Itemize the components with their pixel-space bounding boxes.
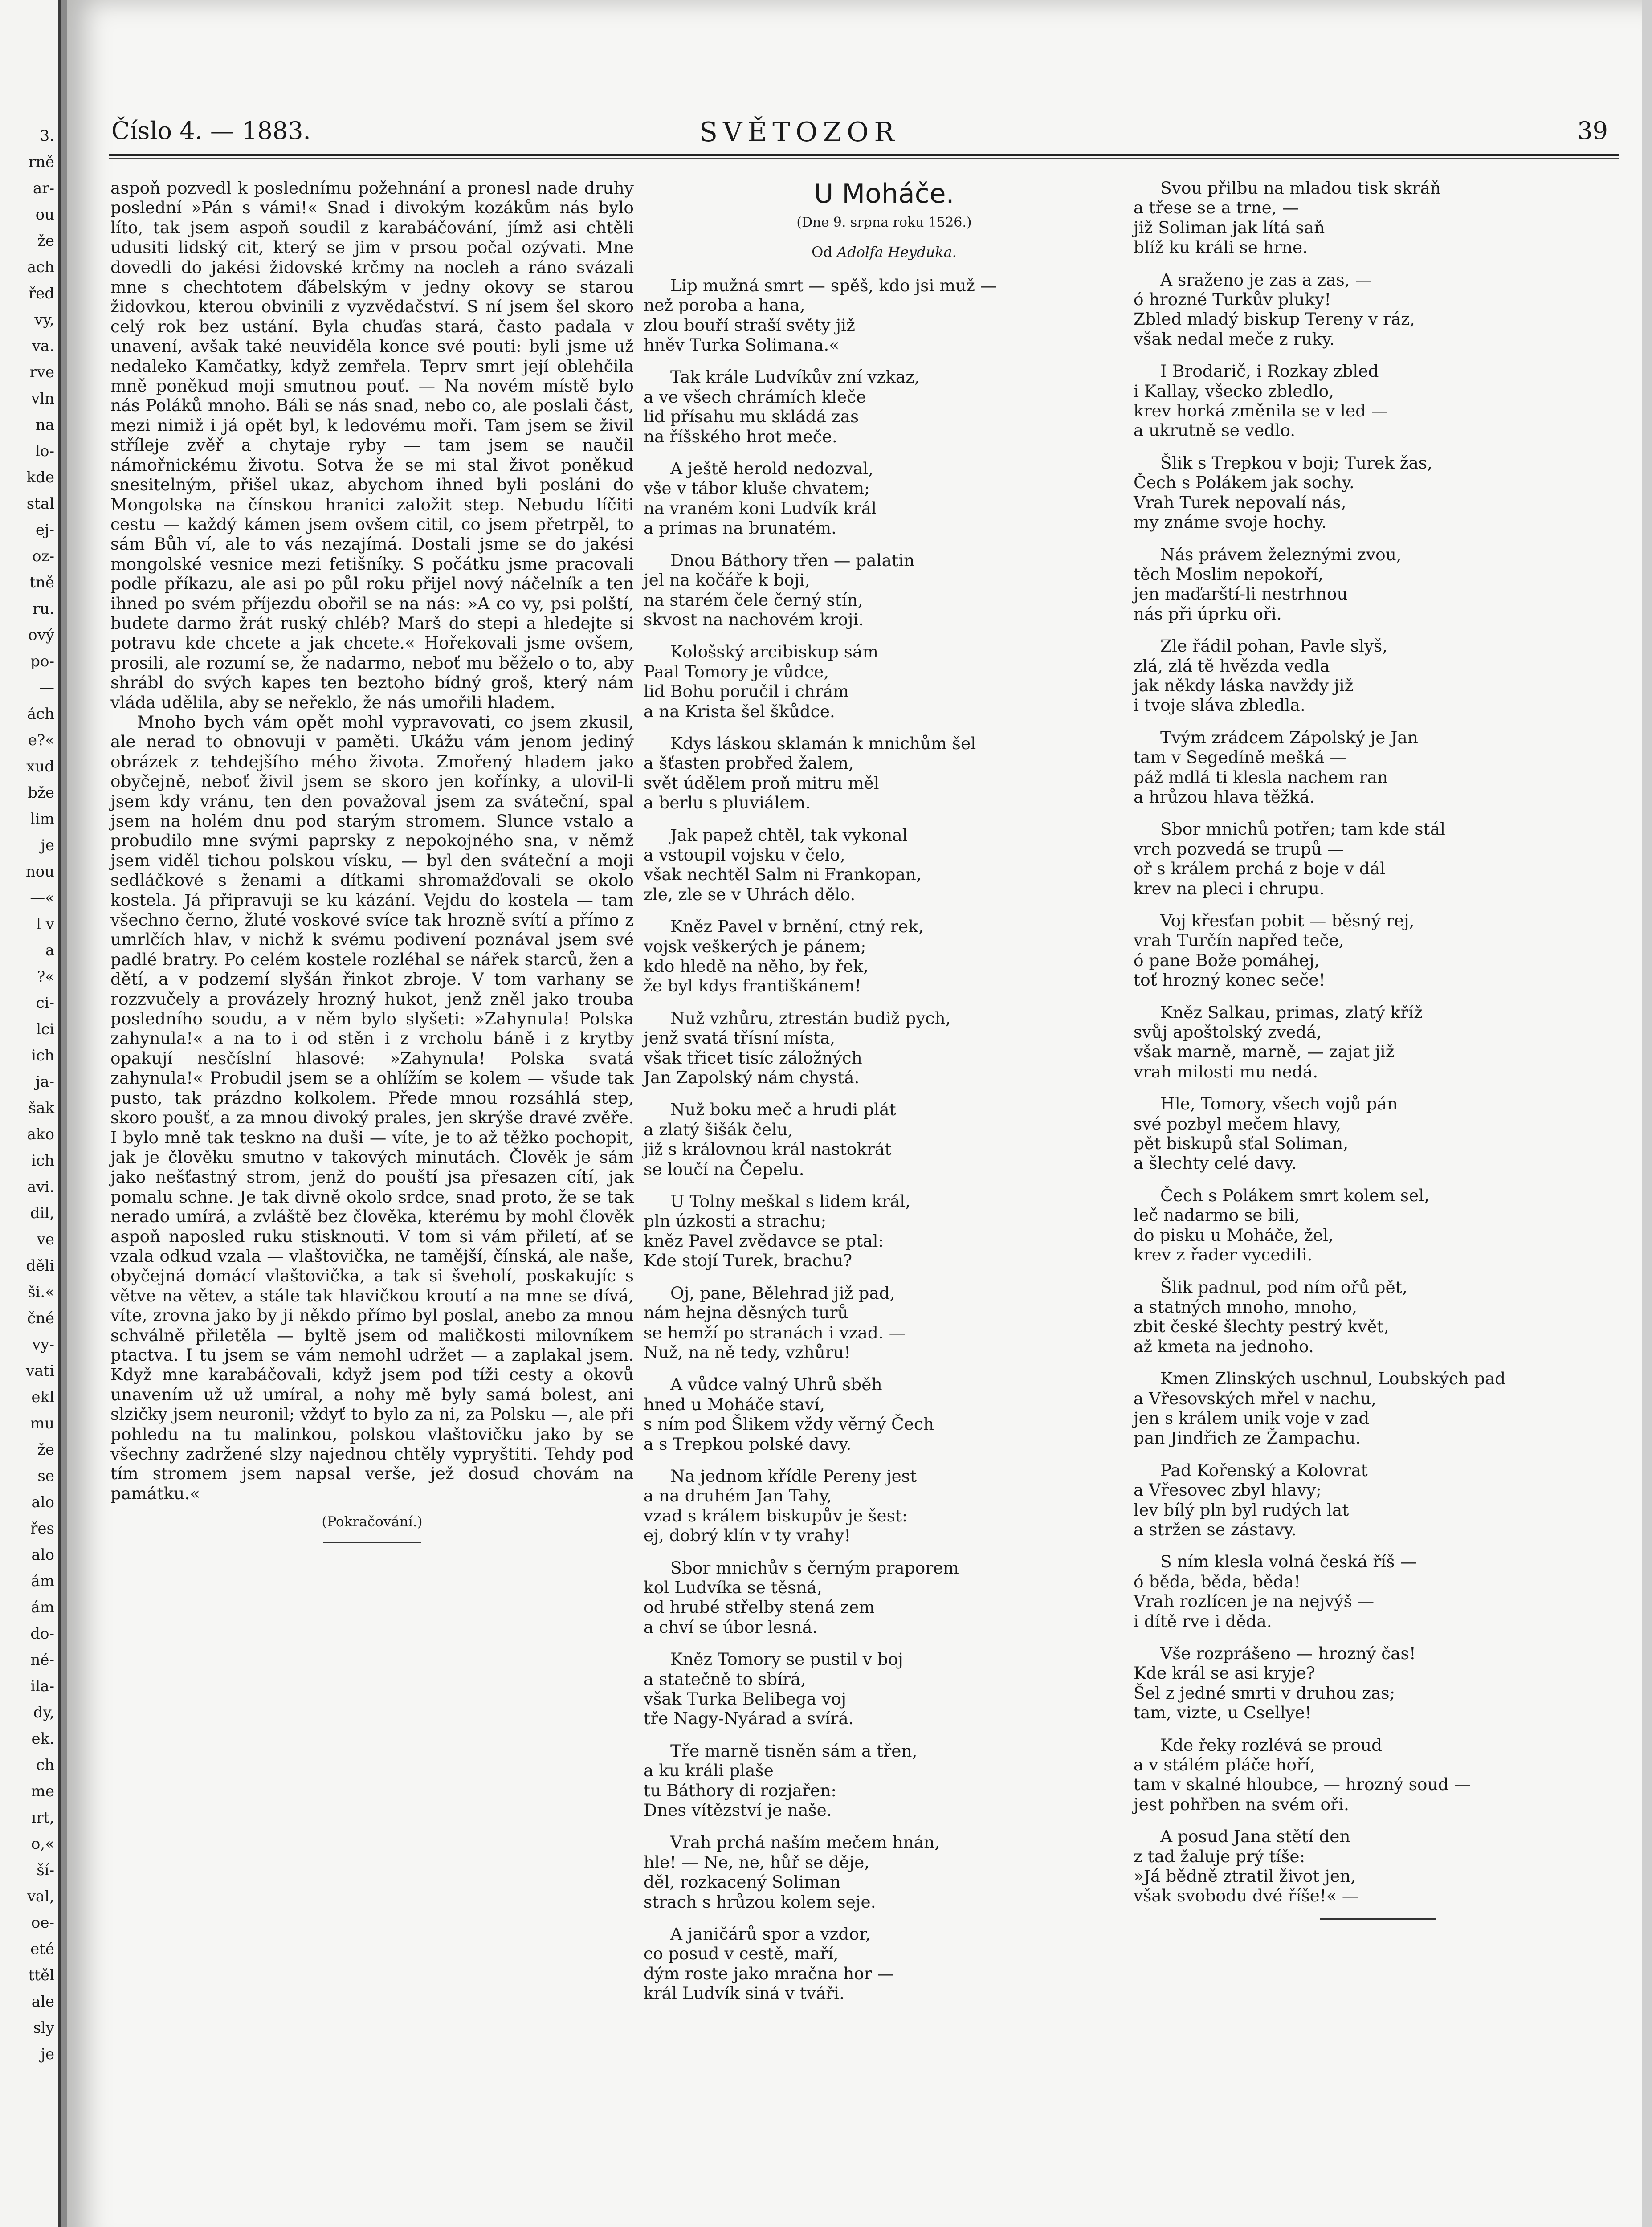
poem-line: zlá, zlá tě hvězda vedla: [1134, 656, 1330, 676]
poem-line: pan Jindřich ze Žampachu.: [1134, 1428, 1361, 1448]
poem-line: a šťasten probřed žalem,: [644, 753, 854, 773]
poem-stanzas: [644, 276, 1125, 2003]
poem-stanza: [644, 551, 1125, 630]
poem-line: a na Krista šel škůdce.: [644, 701, 835, 721]
prev-page-fragment: lo-: [35, 442, 54, 460]
prev-page-fragment: bže: [28, 784, 54, 802]
poem-line: Nuž vzhůru, ztrestán budiž pych,: [670, 1008, 951, 1028]
poem-stanza: [1134, 545, 1621, 624]
poem-line: s ním pod Šlikem vždy věrný Čech: [644, 1414, 934, 1434]
poem-line: A janičárů spor a vzdor,: [670, 1924, 871, 1944]
poem-line: pln úzkosti a strachu;: [644, 1211, 827, 1231]
poem-line: vrah milosti mu nedá.: [1134, 1061, 1318, 1081]
poem-stanza: [1134, 1644, 1621, 1723]
page-header: [111, 117, 1617, 157]
poem-stanza: [644, 1191, 1125, 1271]
poem-line: Dnes vítězství je naše.: [644, 1800, 832, 1820]
poem-line: leč nadarmo se bili,: [1134, 1205, 1300, 1225]
poem-stanza: [1134, 1277, 1621, 1357]
prev-page-fragment: je: [41, 836, 54, 854]
poem-line: ó pane Bože pomáhej,: [1134, 950, 1320, 970]
poem-line: kol Ludvíka se těsná,: [644, 1577, 822, 1597]
poem-stanza: [644, 917, 1125, 996]
poem-line: blíž ku králi se hrne.: [1134, 237, 1308, 257]
poem-line: od hrubé střelby stená zem: [644, 1597, 875, 1617]
poem-line: skvost na nachovém kroji.: [644, 609, 864, 629]
poem-line: U Tolny meškal s lidem král,: [670, 1191, 911, 1211]
continued-note: (Pokračování.): [322, 1514, 423, 1530]
prev-page-fragment: sly: [33, 2019, 54, 2037]
poem-line: jak někdy láska navždy již: [1134, 675, 1354, 695]
prev-page-fragment: na: [35, 416, 54, 434]
poem-line: Kněz Salkau, primas, zlatý kříž: [1160, 1002, 1423, 1022]
poem-line: Svou přilbu na mladou tisk skráň: [1160, 178, 1441, 198]
prev-page-fragment: ırt,: [31, 1809, 54, 1827]
poem-line: hned u Moháče staví,: [644, 1394, 825, 1414]
poem-line: se loučí na Čepelu.: [644, 1159, 804, 1179]
prev-page-fragment: dy,: [33, 1704, 54, 1721]
poem-line: tře Nagy-Nyárad a svírá.: [644, 1709, 854, 1729]
poem-stanza: [1134, 911, 1621, 990]
prev-page-fragment: se: [37, 1467, 54, 1485]
poem-line: až kmeta na jednoho.: [1134, 1336, 1314, 1356]
poem-line: krev horká změnila se v led —: [1134, 401, 1388, 421]
poem-line: však třicet tisíc záložných: [644, 1048, 862, 1068]
poem-line: i tvoje sláva zbledla.: [1134, 695, 1305, 715]
prev-page-fragment: vati: [25, 1362, 54, 1380]
poem-date: (Dne 9. srpna roku 1526.): [796, 215, 972, 230]
prev-page-fragment: ve: [37, 1231, 54, 1248]
poem-line: ó běda, běda, běda!: [1134, 1571, 1301, 1591]
prev-page-fragment: nou: [25, 863, 54, 881]
prev-page-fragment: děli: [26, 1257, 54, 1275]
prev-page-fragment: ám: [31, 1572, 54, 1590]
poem-stanza: [1134, 361, 1621, 441]
prose-column: [110, 178, 634, 1543]
poem-line: jen maďarští-li nestrhnou: [1134, 584, 1348, 604]
poem-title: U Moháče.: [814, 178, 954, 209]
header-rule: [109, 154, 1619, 159]
prev-page-fragment: ach: [27, 258, 54, 276]
poem-line: Vrah Turek nepovalí nás,: [1134, 492, 1346, 512]
poem-stanza: [1134, 1186, 1621, 1265]
prev-page-fragment: ši.«: [28, 1283, 54, 1301]
poem-stanza: [1134, 1003, 1621, 1082]
poem-stanza: [644, 367, 1125, 446]
prev-page-fragment: dil,: [30, 1204, 54, 1222]
poem-line: Kde řeky rozlévá se proud: [1160, 1735, 1383, 1755]
prev-page-fragment: ci-: [36, 994, 54, 1012]
poem-stanza: [1134, 1552, 1621, 1631]
poem-line: Vrah prchá naším mečem hnán,: [670, 1832, 940, 1852]
poem-stanza: [644, 276, 1125, 355]
poem-line: Na jednom křídle Pereny jest: [670, 1466, 917, 1486]
poem-line: do pisku u Moháče, žel,: [1134, 1225, 1334, 1245]
poem-line: Nás právem železnými zvou,: [1160, 544, 1402, 564]
poem-line: již Soliman jak lítá saň: [1134, 217, 1325, 237]
poem-line: toť hrozný konec seče!: [1134, 970, 1326, 990]
poem-line: hle! — Ne, ne, hůř se děje,: [644, 1852, 870, 1872]
prev-page-fragment: oz-: [32, 547, 54, 565]
poem-stanza: [1134, 1369, 1621, 1448]
poem-line: Tvým zrádcem Zápolský je Jan: [1160, 727, 1418, 747]
poem-line: tam v skalné hloubce, — hrozný soud —: [1134, 1774, 1471, 1795]
prev-page-fragment: ila-: [30, 1677, 54, 1695]
poem-line: na vraném koni Ludvík král: [644, 498, 877, 518]
poem-line: Nuž, na ně tedy, vzhůru!: [644, 1342, 851, 1362]
poem-line: Jak papež chtěl, tak vykonal: [670, 825, 908, 845]
poem-line: dým roste jako mračna hor —: [644, 1963, 894, 1983]
poem-line: již s královnou král nastokrát: [644, 1139, 892, 1159]
poem-line: a stržen se zástavy.: [1134, 1519, 1297, 1539]
poem-line: Lip mužná smrt — spěš, kdo jsi muž —: [670, 275, 997, 295]
prev-page-fragment: alo: [31, 1493, 54, 1511]
prev-page-fragment: ám: [31, 1599, 54, 1616]
poem-line: a ve všech chrámích kleče: [644, 387, 866, 407]
poem-line: a hrůzou hlava těžká.: [1134, 787, 1315, 807]
poem-line: Šlik s Trepkou v boji; Turek žas,: [1160, 453, 1433, 473]
prev-page-fragment: oe-: [31, 1914, 54, 1932]
poem-line: svět údělem proň mitru měl: [644, 773, 879, 793]
poem-line: Nuž boku meč a hrudi plát: [670, 1100, 896, 1120]
poem-line: hněv Turka Solimana.«: [644, 335, 840, 355]
prev-page-fragment: ttěl: [28, 1966, 54, 1984]
prev-page-fragment: stal: [26, 495, 54, 513]
poem-line: nám hejna děsných turů: [644, 1303, 848, 1323]
prev-page-fragment: ej-: [35, 521, 54, 539]
poem-column-2: [1134, 178, 1621, 1920]
poem-line: Jan Zapolský nám chystá.: [644, 1068, 860, 1088]
poem-line: páž mdlá ti klesla nachem ran: [1134, 767, 1388, 787]
poem-line: však svobodu dvé říše!« —: [1134, 1886, 1359, 1906]
prev-page-fragment: je: [41, 2045, 54, 2063]
author-prefix: Od: [812, 244, 832, 261]
poem-line: lid Bohu poručil i chrám: [644, 681, 849, 702]
prev-page-fragment: avi.: [27, 1178, 54, 1196]
prev-page-fragment: ale: [31, 1993, 54, 2011]
poem-line: však nechtěl Salm ni Frankopan,: [644, 865, 922, 885]
poem-stanza: [644, 734, 1125, 813]
previous-page-edge: [0, 0, 61, 2227]
poem-line: krev z řader vycedili.: [1134, 1245, 1313, 1265]
prev-page-fragment: že: [37, 232, 54, 250]
poem-line: Kněz Tomory se pustil v boj: [670, 1649, 903, 1669]
poem-line: kdo hledě na něho, by řek,: [644, 956, 869, 976]
poem-line: a ku králi plaše: [644, 1761, 774, 1781]
prev-page-fragment: ší-: [37, 1861, 54, 1879]
poem-stanza: [1134, 1735, 1621, 1815]
prev-page-fragment: řed: [28, 285, 54, 302]
prev-page-fragment: e?«: [28, 731, 54, 749]
prev-page-fragment: ?«: [37, 968, 54, 986]
poem-line: vrch pozvedá se trupů —: [1134, 839, 1344, 859]
poem-stanza: [1134, 453, 1621, 532]
poem-line: a Vřesovských mřel v nachu,: [1134, 1388, 1377, 1408]
poem-line: však nedal meče z ruky.: [1134, 329, 1335, 349]
poem-line: Dnou Báthory třen — palatin: [670, 550, 915, 570]
poem-stanza: [644, 459, 1125, 538]
poem-line: Tak krále Ludvíkův zní vzkaz,: [670, 367, 920, 387]
poem-line: Zbled mladý biskup Tereny v ráz,: [1134, 309, 1415, 329]
poem-line: Zle řádil pohan, Pavle slyš,: [1160, 636, 1388, 656]
prose-paragraph: aspoň pozvedl k poslednímu požehnání a pronesl nade druhy poslední »Pán s vámi!« Snad i divokým kozákům nás bylo líto, tak jsem aspoň soudil z karabáčování, jímž asi chtěli udusiti lidský cit, který se jim v prsou počal ozývati. Mne dovedli do jakési židovské krčmy na nocleh a ráno svázali mne s chechtotem ďábelským v jedny okovy se starou židovkou, kterou obvinili z vyzvědačství. S ní jsem šel skoro celý rok bez ustání. Byla chuďas stará, často padala v unavení, avšak také neuviděla konce své pouti: byli jsme už nedaleko Kamčatky, když zemřela. Teprv smrt její oblehčila mně poněkud moji smutnou pouť. — Na novém místě bylo nás Poláků mnoho. Báli se nás snad, nebo co, ale poslali část, mezi nimiž i já opět byl, k ledovému moři. Tam jsem se živil stříleje zvěř a chytaje ryby — tam jsem se naučil námořnickému životu. Sotva že se mi stal život poněkud snesitelným, přišel ukaz, abychom ihned byli posláni do Mongolska na čínskou hranici založit step. Nebudu líčiti cestu — každý kámen jsem ovšem citil, co jsem přetrpěl, to sám Bůh ví, ale to vás nezajímá. Dostali jsme se do jakési mongolské vesnice mezi fetišníky. S počátku jsme pracovali podle příkazu, ale asi po půl roku přijel nový náčelník a ten ihned po svém příjezdu obořil se na nás: »A co vy, psi polští, budete darmo žrát ruský chléb? Marš do stepi a hledejte si potravu kde chcete a jak chcete.« Hořekovali jsme ovšem, prosili, ale rozumí se, že nadarmo, neboť mu běželo o to, aby shrábl do svých kapes ten beztoho bídný groš, který nám vláda udělila, aby se neřeklo, že nás umořili hladem.: [110, 178, 634, 712]
poem-stanza: [1134, 1460, 1621, 1540]
poem-line: oř s králem prchá z boje v dál: [1134, 859, 1386, 879]
poem-stanza: [644, 1008, 1125, 1088]
poem-line: a zlatý šišák čelu,: [644, 1119, 793, 1139]
poem-stanza: [644, 1924, 1125, 2003]
poem-line: Čech s Polákem jak sochy.: [1134, 473, 1354, 493]
poem-line: král Ludvík siná v tváři.: [644, 1983, 845, 2003]
poem-stanza: [1134, 1094, 1621, 1173]
poem-line: a statečně to sbírá,: [644, 1669, 806, 1689]
poem-line: na starém čele černý stín,: [644, 590, 863, 610]
poem-line: a vstoupil vojsku v čelo,: [644, 844, 845, 865]
poem-line: Kdys láskou sklamán k mnichům šel: [670, 733, 976, 753]
poem-line: Vrah rozlícen je na nejvýš —: [1134, 1591, 1375, 1611]
poem-line: jest pohřben na svém oři.: [1134, 1794, 1349, 1814]
poem-stanza: [644, 1741, 1125, 1820]
poem-stanza: [644, 1100, 1125, 1179]
poem-line: Čech s Polákem smrt kolem sel,: [1160, 1185, 1430, 1205]
end-rule: [1320, 1918, 1436, 1920]
poem-line: Vše rozprášeno — hrozný čas!: [1160, 1644, 1416, 1663]
prev-page-fragment: čné: [27, 1309, 54, 1327]
prev-page-fragment: ový: [28, 626, 54, 644]
prev-page-fragment: va.: [32, 337, 54, 355]
poem-line: Kněz Pavel v brnění, ctný rek,: [670, 917, 924, 937]
prev-page-fragment: ou: [35, 206, 54, 224]
prev-page-fragment: alo: [31, 1546, 54, 1564]
prev-page-fragment: ako: [27, 1126, 54, 1143]
poem-stanza: [644, 1649, 1125, 1729]
prev-page-fragment: —«: [30, 889, 54, 907]
prev-page-fragment: ar-: [33, 179, 54, 197]
poem-line: než poroba a hana,: [644, 295, 805, 315]
prev-page-fragment: 3.: [40, 127, 54, 145]
poem-line: svůj apoštolský zvedá,: [1134, 1022, 1322, 1042]
poem-line: a třese se a trne, —: [1134, 198, 1299, 218]
poem-line: vzad s králem biskupův je šest:: [644, 1505, 908, 1525]
poem-line: však Turka Belibega voj: [644, 1689, 847, 1709]
poem-stanza: [1134, 1827, 1621, 1906]
prev-page-fragment: rve: [29, 363, 54, 381]
poem-line: Kološský arcibiskup sám: [670, 642, 878, 662]
poem-line: ej, dobrý klín v ty vrahy!: [644, 1525, 851, 1546]
poem-line: však marně, marně, — zajat již: [1134, 1042, 1395, 1062]
poem-line: se hemží po stranách i vzad. —: [644, 1322, 906, 1342]
poem-line: že byl kdys františkánem!: [644, 976, 861, 996]
newspaper-page: [67, 0, 1652, 2227]
poem-line: jen s králem unik voje v zad: [1134, 1408, 1370, 1428]
poem-line: jenž svatá třísní místa,: [644, 1028, 836, 1048]
poem-stanza: [1134, 819, 1621, 898]
prev-page-fragment: mu: [30, 1415, 54, 1432]
poem-line: děl, rozkacený Soliman: [644, 1872, 841, 1892]
poem-line: zbit české šlechty pestrý květ,: [1134, 1317, 1389, 1337]
poem-line: z tad žaluje prý tíše:: [1134, 1846, 1305, 1866]
prev-page-fragment: vln: [31, 390, 54, 408]
poem-stanzas: [1134, 178, 1621, 1906]
poem-line: na říšského hrot meče.: [644, 426, 837, 446]
poem-line: a ukrutně se vedlo.: [1134, 420, 1296, 441]
poem-line: jel na kočáře k boji,: [644, 570, 810, 590]
page-edge-shadow: [1642, 0, 1652, 2227]
poem-line: Hle, Tomory, všech vojů pán: [1160, 1094, 1398, 1114]
poem-line: a šlechty celé davy.: [1134, 1153, 1297, 1173]
prev-page-fragment: řes: [30, 1520, 54, 1538]
prev-page-fragment: vy,: [34, 311, 54, 329]
prev-page-fragment: ja-: [35, 1073, 54, 1091]
poem-line: S ním klesla volná česká říš —: [1160, 1552, 1417, 1572]
poem-line: i Kallay, všecko zbledlo,: [1134, 381, 1334, 401]
poem-line: a s Trepkou polské davy.: [644, 1434, 852, 1454]
poem-line: A sraženo je zas a zas, —: [1160, 269, 1372, 290]
poem-line: tu Báthory di rozjařen:: [644, 1780, 836, 1800]
poem-stanza: [1134, 178, 1621, 257]
poem-line: kněz Pavel zvědavce se ptal:: [644, 1231, 884, 1251]
prev-page-fragment: ich: [31, 1047, 54, 1065]
poem-stanza: [644, 1283, 1125, 1362]
poem-line: těch Moslim nepokoří,: [1134, 564, 1324, 584]
poem-line: Kde stojí Turek, brachu?: [644, 1251, 853, 1271]
prev-page-fragment: že: [37, 1441, 54, 1459]
prev-page-fragment: ách: [27, 705, 54, 723]
poem-line: I Brodarič, i Rozkay zbled: [1160, 361, 1379, 381]
prev-page-fragment: eté: [30, 1940, 54, 1958]
poem-line: my známe svoje hochy.: [1134, 512, 1327, 532]
prev-page-fragment: tně: [29, 574, 54, 591]
prev-page-fragment: me: [31, 1782, 54, 1800]
prev-page-fragment: —: [39, 679, 54, 697]
poem-stanza: [644, 1832, 1125, 1912]
prose-paragraph: Mnoho bych vám opět mohl vypravovati, co jsem zkusil, ale nerad to obnovuji v paměti. Ukážu vám jenom jediný obrázek z tehdejšího mého života. Zmořený hladem jako obyčejně, neboť živil jsem se skoro jen kořínky, a ulovil-li jsem kdy vránu, ten den považoval jsem za sváteční, spal jsem na holém dnu pod starým stromem. Slunce vstalo a probudilo mne svými paprsky z nepokojného sna, v němž jsem viděl tichou polskou vísku, — byl den sváteční a moji sedláčkové s ženami a dítkami shromažďovali se okolo kostela. Já připravuji se ku kázání. Vejdu do kostela — tam všechno černo, žluté voskové svíce tak hrozně svítí a přímo z umrlčích hlav, v nichž k svému podivení poznával jsem své padlé bratry. Po celém kostele rozléhal se nářek starců, žen a dětí, a v podzemí slyšán řinkot zbroje. V tom varhany se rozzvučely a provázely hrozný hukot, jenž zněl jako trouba posledního soudu, a v něm bylo slyšeti: »Zahynula! Polska zahynula!« a na to i od stěn i z vrcholu báně i z krytby opakují nesčíslní hlasové: »Zahynula! Polska svatá zahynula!« Probudil jsem se a ohlížím se kolem — všude tak pusto, tak prázdno kolkolem. Přede mnou rozsáhlá step, skoro poušť, a za mnou divoký prales, jen skrýše dravé zvěře. I bylo mně tak teskno na duši — víte, je to až těžko pochopit, jak je člověku smutno v takových minutách. Člověk je sám jako nešťastný strom, jenž do pouští jsa přesazen cítí, jak pomalu schne. Je tak divně okolo srdce, snad proto, že se tak nerado umírá, a zvláště bez člověka, kterému by mohl člověk aspoň naposled ruku stisknouti. V tom si vám přiletí, ať se vzala odkud vzala — vlaštovička, ne tamější, čínská, ale naše, obyčejná domácí vlaštovička, a tak si šveholí, poskakujíc s větve na větev, a stále tak hlavičkou kroutí a na mne se dívá, víte, zrovna jako by ji někdo přímo byl poslal, anebo za mnou schválně přiletěla — byltě jsem od maličkosti milovníkem ptactva. I tu jsem se vám nemohl udržet — a zaplakal jsem. Když mne karabáčovali, když jsem pod tíži cesty a okovů unavením už už umíral, a nohy mě byly samá bolest, ani slzičky jsem neuronil; vždyť to bylo za ni, za Polsku —, ale při pohledu na tu malinkou, polskou vlaštovičku jako by se všechny zadržené slzy najednou chtěly vypryštiti. Tehdy pod tím stromem jsem napsal verše, jež dosud chovám na památku.«: [110, 712, 634, 1503]
prev-page-fragment: rně: [28, 153, 54, 171]
poem-stanza: [644, 1375, 1125, 1454]
poem-line: tam v Segedíně mešká —: [1134, 747, 1346, 767]
poem-stanza: [644, 825, 1125, 905]
poem-line: Sbor mnichův s černým praporem: [670, 1558, 959, 1578]
poem-line: a berlu s pluviálem.: [644, 793, 811, 813]
poem-line: své pozbyl mečem hlavy,: [1134, 1114, 1342, 1134]
poem-line: Sbor mnichů potřen; tam kde stál: [1160, 819, 1445, 839]
masthead-title: SVĚTOZOR: [699, 117, 900, 148]
prev-page-fragment: ich: [31, 1152, 54, 1170]
poem-line: Kmen Zlinských uschnul, Loubských pad: [1160, 1369, 1506, 1389]
poem-line: i dítě rve i děda.: [1134, 1611, 1272, 1631]
poem-line: zle, zle se v Uhrách dělo.: [644, 884, 856, 904]
prev-page-fragment: lim: [30, 810, 54, 828]
poem-line: A posud Jana stětí den: [1160, 1827, 1350, 1847]
poem-line: Paal Tomory je vůdce,: [644, 661, 829, 681]
poem-line: tam, vizte, u Csellye!: [1134, 1703, 1312, 1723]
prev-page-fragment: xud: [26, 758, 54, 775]
poem-stanza: [644, 642, 1125, 721]
poem-line: a na druhém Jan Tahy,: [644, 1486, 832, 1506]
issue-label: Číslo 4. — 1883.: [111, 117, 311, 145]
poem-line: Tře marně tisněn sám a třen,: [670, 1741, 918, 1761]
poem-stanza: [1134, 728, 1621, 807]
author-name: Adolfa Heyduka.: [837, 244, 957, 261]
poem-line: strach s hrůzou kolem seje.: [644, 1892, 876, 1912]
poem-line: vrah Turčín napřed teče,: [1134, 930, 1344, 950]
prev-page-fragment: ek.: [31, 1730, 54, 1748]
poem-line: »Já bědně ztratil život jen,: [1134, 1866, 1356, 1886]
poem-line: co posud v cestě, maří,: [644, 1944, 839, 1964]
prev-page-fragment: do-: [30, 1625, 54, 1643]
poem-line: nás při úprku oři.: [1134, 604, 1282, 624]
poem-line: a chví se úbor lesná.: [644, 1617, 818, 1637]
poem-line: A vůdce valný Uhrů sběh: [670, 1375, 882, 1395]
poem-line: vojsk veškerých je pánem;: [644, 936, 866, 956]
prev-page-fragment: ekl: [31, 1388, 54, 1406]
poem-line: ó hrozné Turkův pluky!: [1134, 290, 1331, 310]
poem-line: Oj, pane, Bělehrad již pad,: [670, 1283, 895, 1303]
prev-page-fragment: ch: [36, 1756, 54, 1774]
prev-page-fragment: a: [45, 942, 54, 959]
poem-stanza: [1134, 636, 1621, 715]
poem-author: [644, 242, 1125, 262]
end-rule: [323, 1542, 421, 1543]
poem-column-1: [644, 178, 1125, 2016]
prev-page-fragment: l v: [36, 915, 54, 933]
poem-line: Šel z jedné smrti v druhou zas;: [1134, 1683, 1395, 1703]
poem-line: a v stálém pláče hoří,: [1134, 1755, 1315, 1775]
prev-page-fragment: ru.: [33, 600, 54, 618]
prev-page-fragment: kde: [26, 469, 54, 486]
poem-line: Šlik padnul, pod ním ořů pět,: [1160, 1277, 1407, 1297]
poem-line: A ještě herold nedozval,: [670, 459, 874, 479]
poem-line: Kde král se asi kryje?: [1134, 1663, 1315, 1683]
poem-line: a primas na brunatém.: [644, 518, 837, 538]
poem-stanza: [1134, 270, 1621, 349]
prev-page-fragment: né-: [30, 1651, 54, 1669]
poem-line: zlou bouří straší světy již: [644, 315, 855, 335]
prev-page-fragment: lci: [36, 1020, 54, 1038]
poem-stanza: [644, 1466, 1125, 1546]
poem-line: a statných mnoho, mnoho,: [1134, 1297, 1358, 1317]
poem-line: Voj křesťan pobit — běsný rej,: [1160, 911, 1415, 930]
prev-page-fragment: po-: [30, 653, 54, 670]
poem-line: lev bílý pln byl rudých lat: [1134, 1500, 1349, 1520]
poem-line: pět biskupů sťal Soliman,: [1134, 1134, 1349, 1154]
poem-line: a Vřesovec zbyl hlavy;: [1134, 1480, 1322, 1500]
poem-line: krev na pleci i chrupu.: [1134, 878, 1325, 898]
prev-page-fragment: o,«: [31, 1835, 54, 1853]
prev-page-fragment: šak: [28, 1099, 54, 1117]
prev-page-fragment: val,: [27, 1888, 54, 1905]
page-number: 39: [1577, 117, 1608, 145]
poem-line: vše v tábor kluše chvatem;: [644, 478, 870, 498]
poem-line: Pad Kořenský a Kolovrat: [1160, 1460, 1368, 1480]
poem-line: lid přísahu mu skládá zas: [644, 407, 859, 427]
poem-stanza: [644, 1558, 1125, 1637]
prev-page-fragment: vy-: [32, 1336, 54, 1354]
